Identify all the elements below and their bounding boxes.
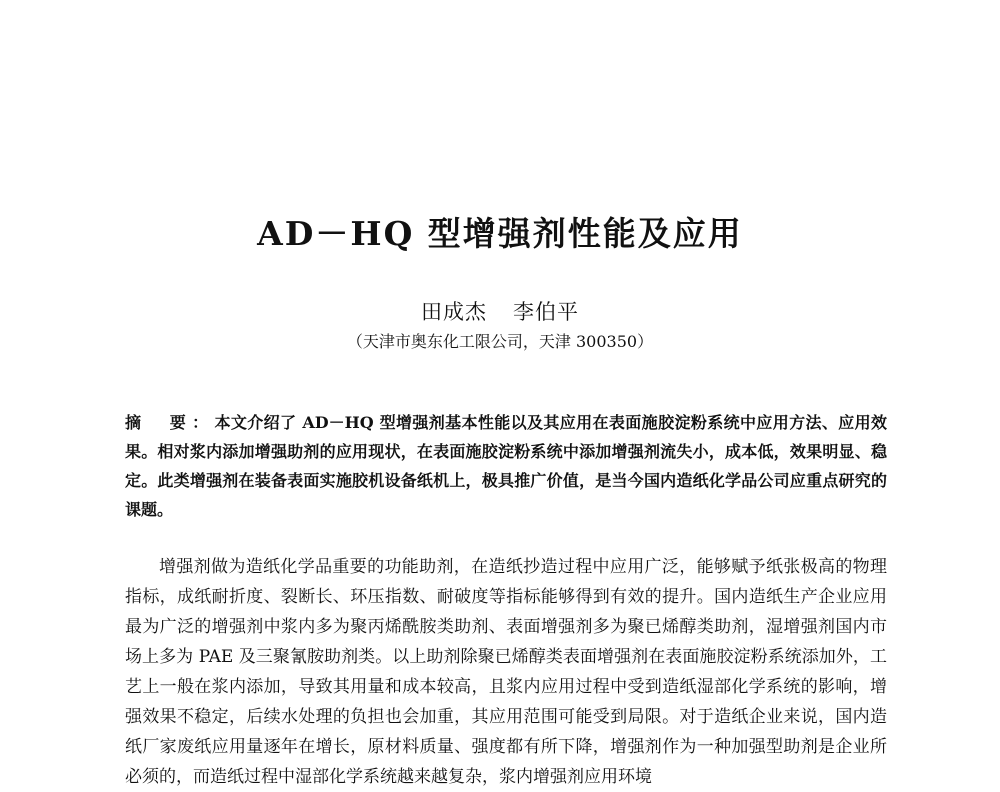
abstract-text: 本文介绍了 AD－HQ 型增强剂基本性能以及其应用在表面施胶淀粉系统中应用方法、应用效果。相对浆内添加增强助剂的应用现状，在表面施胶淀粉系统中添加增强剂流失小，成本低，效果明显、稳定。此类增强剂在装备表面实施胶机设备纸机上，极具推广价值，是当今国内造纸化学品公司应重点研究的课题。 (125, 413, 887, 519)
paper-title: AD－HQ 型增强剂性能及应用 (257, 214, 743, 253)
abstract (125, 408, 887, 524)
body-paragraph: 增强剂做为造纸化学品重要的功能助剂，在造纸抄造过程中应用广泛，能够赋予纸张极高的物理指标，成纸耐折度、裂断长、环压指数、耐破度等指标能够得到有效的提升。国内造纸生产企业应用最为广泛的增强剂中浆内多为聚丙烯酰胺类助剂、表面增强剂多为聚已烯醇类助剂，湿增强剂国内市场上多为 PAE 及三聚氰胺助剂类。以上助剂除聚已烯醇类表面增强剂在表面施胶淀粉系统添加外，工艺上一般在浆内添加，导致其用量和成本较高，且浆内应用过程中受到造纸湿部化学系统的影响，增强效果不稳定，后续水处理的负担也会加重，其应用范围可能受到局限。对于造纸企业来说，国内造纸厂家废纸应用量逐年在增长，原材料质量、强度都有所下降，增强剂作为一种加强型助剂是企业所必须的，而造纸过程中湿部化学系统越来越复杂，浆内增强剂应用环境 (125, 557, 887, 787)
author-name: 李伯平 (513, 300, 579, 324)
author-affiliation: （天津市奥东化工限公司，天津 300350） (346, 332, 654, 351)
author-name: 田成杰 (421, 300, 487, 324)
abstract-label: 摘 要： (125, 413, 215, 432)
authors-line (0, 296, 1000, 326)
